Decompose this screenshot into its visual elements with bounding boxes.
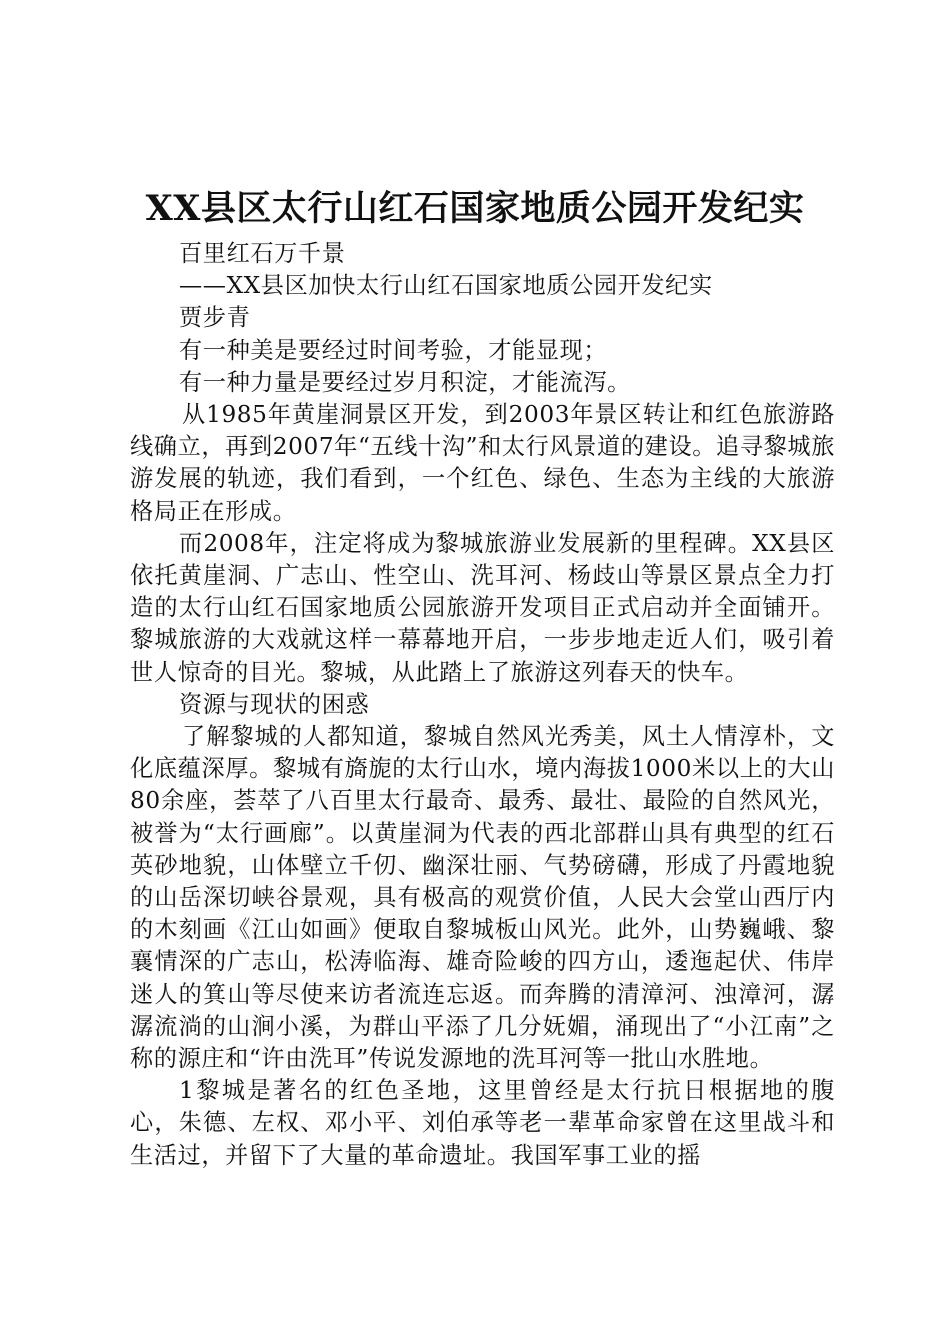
paragraph-4: 1黎城是著名的红色圣地，这里曾经是太行抗日根据地的腹心，朱德、左权、邓小平、刘伯承等老一辈革命家曾在这里战斗和生活过，并留下了大量的革命遗址。我国军事工业的摇 <box>130 1077 835 1169</box>
document-title: XX县区太行山红石国家地质公园开发纪实 <box>145 188 805 229</box>
paragraph-3: 了解黎城的人都知道，黎城自然风光秀美，风土人情淳朴，文化底蕴深厚。黎城有旖旎的太行山水，境内海拔1000米以上的大山80余座，荟萃了八百里太行最奇、最秀、最壮、最险的自然风光，被誉为“太行画廊”。以黄崖洞为代表的西北部群山具有典型的红石英砂地貌，山体壁立千仞、幽深壮丽、气势磅礴，形成了丹霞地貌的山岳深切峡谷景观，具有极高的观赏价值，人民大会堂山西厅内的木刻画《江山如画》便取自黎城板山风光。此外，山势巍峨、黎襄情深的广志山，松涛临海、雄奇险峻的四方山，逶迤起伏、伟岸迷人的箕山等尽使来访者流连忘返。而奔腾的清漳河、浊漳河，潺潺流淌的山涧小溪，为群山平添了几分妩媚，涌现出了“小江南”之称的源庄和“许由洗耳”传说发源地的洗耳河等一批山水胜地。 <box>130 723 835 1073</box>
paragraph-2: 而2008年，注定将成为黎城旅游业发展新的里程碑。XX县区依托黄崖洞、广志山、性空山、洗耳河、杨歧山等景区景点全力打造的太行山红石国家地质公园旅游开发项目正式启动并全面铺开。黎城旅游的大戏就这样一幕幕地开启，一步步地走近人们，吸引着世人惊奇的目光。黎城，从此踏上了旅游这列春天的快车。 <box>130 529 835 686</box>
paragraph-1: 从1985年黄崖洞景区开发，到2003年景区转让和红色旅游路线确立，再到2007年“五线十沟”和太行风景道的建设。追寻黎城旅游发展的轨迹，我们看到，一个红色、绿色、生态为主线的大旅游格局正在形成。 <box>130 401 835 525</box>
subtitle: ——XX县区加快太行山红石国家地质公园开发纪实 <box>179 272 713 300</box>
document-body <box>130 238 835 1172</box>
verse-line-2: 有一种力量是要经过岁月积淀，才能流泻。 <box>179 368 631 396</box>
verse-line-1: 有一种美是要经过时间考验，才能显现； <box>179 336 608 364</box>
author: 贾步青 <box>179 304 251 332</box>
section-heading: 资源与现状的困惑 <box>179 690 370 718</box>
headline: 百里红石万千景 <box>179 240 346 267</box>
